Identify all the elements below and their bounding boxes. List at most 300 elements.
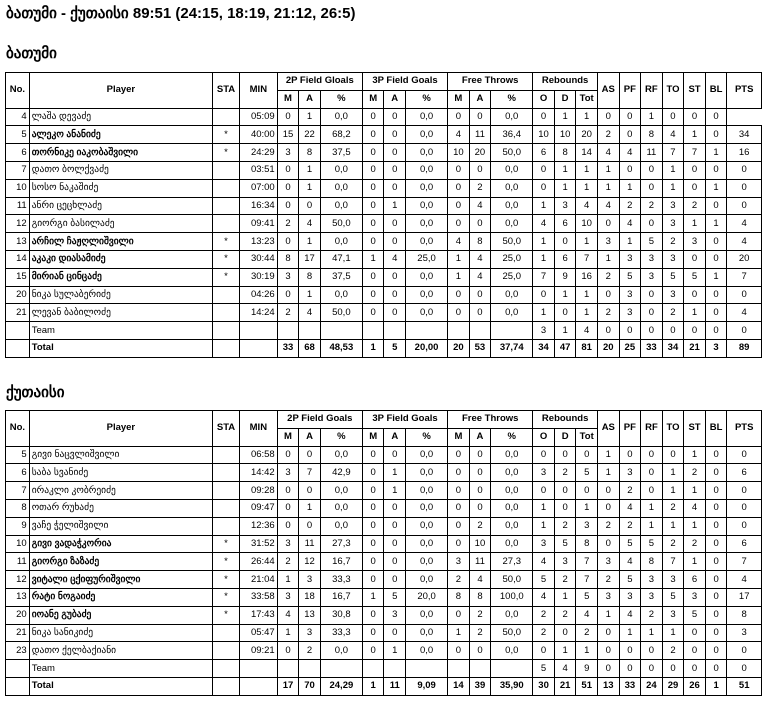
cell-received-fouls: 0	[641, 322, 663, 340]
cell-player-name: ვაჩე ჭელიშვილი	[29, 517, 212, 535]
cell-reb-total: 7	[576, 250, 598, 268]
cell-turnovers: 0	[662, 322, 684, 340]
cell-fg3-attempted: 0	[384, 535, 406, 553]
cell-fg2-made: 0	[277, 161, 299, 179]
header-sta: STA	[213, 411, 240, 447]
cell-fg2-pct: 0,0	[320, 161, 362, 179]
cell-reb-off: 0	[533, 108, 555, 126]
header-free-throws: Free Throws	[448, 73, 533, 91]
cell-fg2-pct	[320, 322, 362, 340]
cell-fg2-attempted: 1	[299, 179, 321, 197]
cell-fg2-pct: 16,7	[320, 553, 362, 571]
cell-player-name: ირაკლი კობრეიძე	[29, 482, 212, 500]
cell-reb-def: 6	[554, 250, 576, 268]
cell-turnovers: 3	[662, 286, 684, 304]
cell-reb-def: 0	[554, 446, 576, 464]
cell-reb-def: 1	[554, 642, 576, 660]
cell-fg2-pct: 42,9	[320, 464, 362, 482]
cell-fg3-pct: 0,0	[406, 197, 448, 215]
cell-fg2-made: 2	[277, 215, 299, 233]
cell-minutes: 30:44	[239, 250, 277, 268]
cell-personal-fouls: 4	[619, 499, 641, 517]
total-row	[6, 339, 762, 357]
cell-fg2-made	[277, 660, 299, 678]
header-sta: STA	[213, 73, 240, 109]
cell-received-fouls: 3	[641, 588, 663, 606]
cell-fg2-made: 0	[277, 446, 299, 464]
cell-number: 10	[6, 535, 30, 553]
cell-starter: *	[213, 606, 240, 624]
cell-ft-attempted: 11	[469, 126, 491, 144]
cell-points: 0	[727, 660, 762, 678]
cell-reb-off: 0	[533, 161, 555, 179]
cell-personal-fouls: 2	[619, 482, 641, 500]
cell-ft-pct: 25,0	[491, 268, 533, 286]
cell-ft-attempted: 2	[469, 624, 491, 642]
cell-player-name: გივი ვადაჭკორია	[29, 535, 212, 553]
cell-assists: 2	[597, 304, 619, 322]
cell-points: 8	[727, 606, 762, 624]
cell-ft-made	[448, 322, 470, 340]
cell-points: 0	[727, 179, 762, 197]
cell-steals: 26	[684, 677, 706, 695]
cell-fg2-made: 3	[277, 144, 299, 162]
cell-steals: 1	[684, 446, 706, 464]
header-pf: PF	[619, 411, 641, 447]
cell-fg3-made: 0	[362, 108, 384, 126]
cell-assists: 0	[598, 535, 620, 553]
cell-reb-total: 7	[576, 553, 598, 571]
cell-minutes: 05:47	[239, 624, 277, 642]
cell-reb-total: 14	[576, 144, 598, 162]
cell-number: 20	[6, 606, 30, 624]
cell-received-fouls: 33	[641, 339, 663, 357]
cell-assists: 3	[597, 233, 619, 251]
cell-fg3-pct: 20,00	[406, 339, 448, 357]
cell-reb-def: 4	[554, 660, 576, 678]
cell-points: 0	[727, 642, 762, 660]
cell-minutes: 16:34	[239, 197, 277, 215]
cell-minutes	[239, 660, 277, 678]
cell-turnovers: 1	[662, 464, 684, 482]
cell-reb-total: 7	[576, 571, 598, 589]
cell-fg3-attempted: 1	[384, 642, 406, 660]
subheader-o: O	[533, 90, 555, 108]
cell-points: 51	[727, 677, 762, 695]
cell-number: 11	[6, 553, 30, 571]
cell-fg3-attempted: 0	[384, 268, 406, 286]
cell-player-name: არჩილ ჩაჟღლიშვილი	[29, 233, 212, 251]
player-row	[6, 286, 762, 304]
cell-fg2-made: 0	[277, 642, 299, 660]
player-row	[6, 464, 762, 482]
cell-fg3-attempted: 0	[384, 126, 406, 144]
cell-fg2-pct: 33,3	[320, 571, 362, 589]
cell-reb-def: 2	[554, 571, 576, 589]
cell-points: 20	[727, 250, 762, 268]
cell-ft-attempted: 2	[469, 179, 491, 197]
cell-assists: 2	[597, 268, 619, 286]
player-row	[6, 179, 762, 197]
cell-ft-made: 1	[448, 624, 470, 642]
cell-points: 7	[727, 268, 762, 286]
cell-steals: 0	[684, 286, 706, 304]
header-rebounds: Rebounds	[533, 411, 598, 429]
subheader-pct: %	[406, 90, 448, 108]
cell-blocks: 1	[705, 144, 727, 162]
cell-turnovers: 2	[662, 499, 684, 517]
cell-number	[6, 677, 30, 695]
cell-received-fouls: 3	[641, 268, 663, 286]
team1-title: ბათუმი	[6, 45, 57, 62]
cell-minutes: 05:09	[239, 108, 277, 126]
cell-fg2-pct: 0,0	[320, 499, 362, 517]
cell-personal-fouls: 1	[619, 624, 641, 642]
cell-fg3-made: 0	[362, 215, 384, 233]
cell-player-name: Team	[29, 660, 212, 678]
cell-received-fouls: 0	[641, 215, 663, 233]
cell-number: 4	[6, 108, 30, 126]
cell-reb-off: 30	[533, 677, 555, 695]
cell-reb-total: 1	[576, 642, 598, 660]
cell-starter	[213, 446, 240, 464]
cell-minutes: 07:00	[239, 179, 277, 197]
cell-reb-def: 9	[554, 268, 576, 286]
cell-fg2-pct: 0,0	[320, 179, 362, 197]
cell-starter: *	[213, 144, 240, 162]
cell-starter: *	[213, 571, 240, 589]
cell-number: 14	[6, 250, 30, 268]
cell-reb-def: 10	[554, 126, 576, 144]
cell-steals: 0	[684, 642, 706, 660]
cell-minutes: 26:44	[239, 553, 277, 571]
cell-fg2-made: 0	[277, 286, 299, 304]
cell-reb-total: 9	[576, 660, 598, 678]
cell-starter	[213, 179, 240, 197]
cell-ft-attempted: 11	[469, 553, 491, 571]
cell-fg2-attempted: 3	[299, 624, 321, 642]
cell-ft-made: 20	[448, 339, 470, 357]
cell-blocks: 0	[705, 286, 727, 304]
cell-blocks: 0	[705, 108, 727, 126]
cell-reb-def: 1	[554, 108, 576, 126]
cell-fg2-made: 0	[277, 517, 299, 535]
cell-steals: 0	[684, 179, 706, 197]
cell-turnovers: 0	[662, 660, 684, 678]
cell-ft-attempted: 2	[469, 606, 491, 624]
cell-fg3-made: 0	[362, 144, 384, 162]
cell-fg3-pct: 0,0	[406, 126, 448, 144]
cell-ft-made: 4	[448, 126, 470, 144]
cell-fg3-attempted: 1	[384, 482, 406, 500]
cell-reb-total: 1	[576, 161, 598, 179]
cell-number: 13	[6, 233, 30, 251]
header-free-throws: Free Throws	[448, 411, 533, 429]
cell-ft-attempted: 0	[469, 642, 491, 660]
cell-ft-pct: 0,0	[491, 642, 533, 660]
cell-blocks: 0	[705, 588, 727, 606]
cell-points: 34	[727, 126, 762, 144]
cell-ft-made: 0	[448, 215, 470, 233]
cell-reb-off: 10	[533, 126, 555, 144]
cell-player-name: გიორგი ბასილაძე	[29, 215, 212, 233]
cell-reb-off: 2	[533, 606, 555, 624]
header-2p-field-goals: 2P Field Goals	[277, 411, 362, 429]
cell-number	[6, 322, 30, 340]
cell-reb-off: 4	[533, 215, 555, 233]
cell-fg2-pct: 33,3	[320, 624, 362, 642]
cell-reb-total: 5	[576, 464, 598, 482]
cell-ft-made: 1	[448, 268, 470, 286]
cell-ft-made: 0	[448, 499, 470, 517]
cell-starter	[213, 642, 240, 660]
cell-steals: 0	[684, 250, 706, 268]
cell-assists: 2	[598, 571, 620, 589]
cell-blocks: 0	[705, 571, 727, 589]
cell-minutes: 09:28	[239, 482, 277, 500]
cell-number: 7	[6, 482, 30, 500]
cell-reb-off: 1	[533, 517, 555, 535]
subheader-m: M	[448, 428, 470, 446]
subheader-pct: %	[320, 428, 362, 446]
cell-assists: 3	[598, 553, 620, 571]
cell-steals: 1	[684, 553, 706, 571]
cell-fg3-pct: 0,0	[406, 535, 448, 553]
cell-personal-fouls: 3	[619, 588, 641, 606]
cell-points: 0	[727, 482, 762, 500]
cell-number	[6, 339, 30, 357]
cell-ft-pct: 0,0	[491, 108, 533, 126]
cell-blocks: 0	[705, 126, 727, 144]
cell-fg3-attempted: 0	[384, 108, 406, 126]
cell-fg2-pct: 0,0	[320, 108, 362, 126]
cell-ft-attempted: 4	[469, 197, 491, 215]
cell-ft-attempted: 39	[469, 677, 491, 695]
cell-ft-pct: 0,0	[491, 499, 533, 517]
cell-reb-total: 0	[576, 482, 598, 500]
cell-ft-made: 0	[448, 286, 470, 304]
cell-fg3-made: 0	[362, 304, 384, 322]
cell-ft-made: 4	[448, 233, 470, 251]
cell-fg2-attempted: 70	[299, 677, 321, 695]
cell-personal-fouls: 3	[619, 464, 641, 482]
cell-starter	[213, 677, 240, 695]
cell-assists: 0	[597, 108, 619, 126]
team-row	[6, 322, 762, 340]
cell-steals: 2	[684, 535, 706, 553]
cell-starter	[213, 197, 240, 215]
cell-blocks: 0	[705, 660, 727, 678]
cell-fg3-attempted: 0	[384, 215, 406, 233]
cell-blocks: 0	[705, 161, 727, 179]
cell-blocks: 0	[705, 624, 727, 642]
cell-personal-fouls: 2	[619, 517, 641, 535]
cell-personal-fouls: 3	[619, 304, 641, 322]
cell-fg3-attempted: 5	[384, 339, 406, 357]
cell-assists: 0	[598, 660, 620, 678]
cell-ft-made: 0	[448, 446, 470, 464]
cell-player-name: Total	[29, 339, 212, 357]
cell-minutes: 14:42	[239, 464, 277, 482]
cell-reb-total: 16	[576, 268, 598, 286]
cell-fg3-attempted: 3	[384, 606, 406, 624]
cell-assists: 3	[598, 588, 620, 606]
cell-fg2-made: 0	[277, 499, 299, 517]
cell-reb-off: 4	[533, 588, 555, 606]
cell-player-name: Team	[29, 322, 212, 340]
cell-ft-made: 0	[448, 179, 470, 197]
cell-ft-attempted: 0	[469, 215, 491, 233]
cell-minutes: 30:19	[239, 268, 277, 286]
header-min: MIN	[239, 73, 277, 109]
player-row	[6, 233, 762, 251]
player-row	[6, 126, 762, 144]
cell-ft-pct: 36,4	[491, 126, 533, 144]
cell-fg3-attempted: 0	[384, 304, 406, 322]
cell-personal-fouls: 33	[619, 677, 641, 695]
cell-ft-attempted: 0	[469, 286, 491, 304]
cell-starter	[213, 215, 240, 233]
cell-steals: 21	[684, 339, 706, 357]
cell-reb-def: 1	[554, 588, 576, 606]
cell-ft-attempted: 4	[469, 268, 491, 286]
cell-reb-def: 0	[554, 499, 576, 517]
cell-fg3-pct: 0,0	[406, 606, 448, 624]
cell-fg3-attempted: 1	[384, 464, 406, 482]
cell-player-name: ოთარ რუხაძე	[29, 499, 212, 517]
cell-fg3-made: 1	[362, 677, 384, 695]
cell-personal-fouls: 3	[619, 286, 641, 304]
cell-number: 10	[6, 179, 30, 197]
cell-reb-total: 81	[576, 339, 598, 357]
cell-reb-total: 5	[576, 588, 598, 606]
cell-steals: 0	[684, 322, 706, 340]
cell-reb-def: 1	[554, 179, 576, 197]
cell-reb-total: 1	[576, 179, 598, 197]
cell-fg3-made: 0	[362, 268, 384, 286]
cell-fg3-attempted: 0	[384, 286, 406, 304]
cell-fg3-attempted: 0	[384, 624, 406, 642]
cell-reb-total: 3	[576, 517, 598, 535]
cell-ft-made: 0	[448, 642, 470, 660]
cell-ft-pct: 0,0	[491, 482, 533, 500]
cell-fg3-made: 0	[362, 624, 384, 642]
cell-fg3-pct: 0,0	[406, 215, 448, 233]
cell-points: 4	[727, 571, 762, 589]
cell-fg2-made: 4	[277, 606, 299, 624]
cell-blocks: 0	[705, 535, 727, 553]
cell-fg2-attempted: 11	[299, 535, 321, 553]
cell-fg2-pct	[320, 660, 362, 678]
cell-number: 5	[6, 446, 30, 464]
cell-reb-def: 47	[554, 339, 576, 357]
cell-ft-pct: 27,3	[491, 553, 533, 571]
cell-assists: 0	[598, 624, 620, 642]
cell-assists: 0	[597, 322, 619, 340]
cell-assists: 1	[598, 606, 620, 624]
cell-starter	[213, 286, 240, 304]
cell-blocks: 0	[705, 322, 727, 340]
cell-starter: *	[213, 588, 240, 606]
subheader-a: A	[469, 90, 491, 108]
cell-blocks: 0	[705, 250, 727, 268]
cell-reb-def: 0	[554, 482, 576, 500]
cell-fg2-attempted: 2	[299, 642, 321, 660]
cell-assists: 20	[597, 339, 619, 357]
cell-fg2-attempted: 8	[299, 268, 321, 286]
cell-steals: 3	[684, 233, 706, 251]
cell-number: 11	[6, 197, 30, 215]
cell-number: 6	[6, 144, 30, 162]
cell-assists: 4	[597, 197, 619, 215]
cell-fg2-pct: 0,0	[320, 482, 362, 500]
cell-ft-made: 10	[448, 144, 470, 162]
cell-player-name: ანრი ცეცხლაძე	[29, 197, 212, 215]
cell-starter	[213, 322, 240, 340]
header-pts: PTS	[727, 73, 762, 109]
cell-reb-off: 3	[533, 535, 555, 553]
subheader-a: A	[384, 90, 406, 108]
cell-fg2-pct: 68,2	[320, 126, 362, 144]
cell-ft-pct: 50,0	[491, 144, 533, 162]
cell-reb-off: 34	[533, 339, 555, 357]
cell-ft-pct: 35,90	[491, 677, 533, 695]
cell-starter: *	[213, 250, 240, 268]
cell-fg3-made: 0	[362, 446, 384, 464]
cell-turnovers: 1	[662, 161, 684, 179]
cell-received-fouls: 11	[641, 144, 663, 162]
cell-turnovers: 3	[662, 197, 684, 215]
cell-fg2-made: 3	[277, 268, 299, 286]
player-row	[6, 482, 762, 500]
cell-fg3-pct: 0,0	[406, 233, 448, 251]
cell-turnovers: 3	[662, 571, 684, 589]
cell-steals: 0	[684, 161, 706, 179]
cell-fg2-attempted: 1	[299, 286, 321, 304]
cell-reb-total: 1	[576, 499, 598, 517]
cell-fg3-pct: 0,0	[406, 161, 448, 179]
subheader-m: M	[362, 428, 384, 446]
cell-fg3-made: 0	[362, 499, 384, 517]
cell-turnovers: 2	[662, 304, 684, 322]
cell-reb-total: 2	[576, 624, 598, 642]
cell-ft-attempted: 20	[469, 144, 491, 162]
cell-personal-fouls: 0	[619, 660, 641, 678]
cell-reb-off: 4	[533, 553, 555, 571]
cell-player-name: საბა სვანიძე	[29, 464, 212, 482]
cell-fg3-pct: 0,0	[406, 286, 448, 304]
cell-player-name: ნიკა სულაბერიძე	[29, 286, 212, 304]
cell-fg3-attempted: 0	[384, 161, 406, 179]
cell-fg2-attempted: 0	[299, 482, 321, 500]
cell-fg3-made: 0	[362, 286, 384, 304]
subheader-m: M	[277, 90, 299, 108]
cell-fg3-attempted: 0	[384, 499, 406, 517]
header-3p-field-goals: 3P Field Goals	[362, 411, 447, 429]
subheader-a: A	[299, 428, 321, 446]
cell-turnovers: 3	[662, 215, 684, 233]
cell-reb-def: 1	[554, 322, 576, 340]
cell-starter: *	[213, 233, 240, 251]
cell-points: 4	[727, 304, 762, 322]
cell-personal-fouls: 5	[619, 535, 641, 553]
cell-points: 0	[727, 446, 762, 464]
cell-personal-fouls: 3	[619, 250, 641, 268]
cell-number: 21	[6, 304, 30, 322]
player-row	[6, 606, 762, 624]
cell-ft-made: 0	[448, 482, 470, 500]
cell-player-name: გივი ნაცვლიშვილი	[29, 446, 212, 464]
